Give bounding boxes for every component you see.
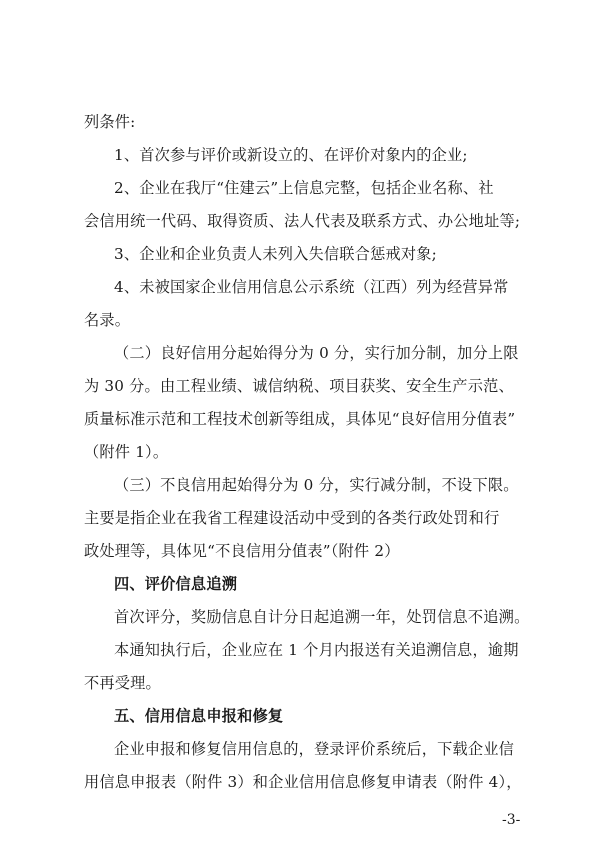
text-line: 质量标准示范和工程技术创新等组成，具体见“良好信用分值表” (84, 410, 516, 428)
text-line: 1、首次参与评价或新设立的、在评价对象内的企业; (114, 146, 468, 164)
text-line: 主要是指企业在我省工程建设活动中受到的各类行政处罚和行 (84, 509, 500, 527)
text-line: 不再受理。 (84, 674, 161, 692)
section-heading: 四、评价信息追溯 (114, 575, 238, 593)
text-line: （三）不良信用起始得分为 0 分，实行减分制，不设下限。 (114, 476, 519, 494)
text-line: 为 30 分。由工程业绩、诚信纳税、项目获奖、安全生产示范、 (84, 377, 514, 395)
text-line: 名录。 (84, 311, 131, 329)
text-line: 3、企业和企业负责人未列入失信联合惩戒对象; (114, 245, 437, 263)
text-line: 2、企业在我厅“住建云”上信息完整，包括企业名称、社 (114, 179, 494, 197)
text-line: （二）良好信用分起始得分为 0 分，实行加分制，加分上限 (114, 344, 519, 362)
text-line: 首次评分，奖励信息自计分日起追溯一年，处罚信息不追溯。 (114, 608, 530, 626)
page-number: -3- (502, 812, 521, 828)
section-heading: 五、信用信息申报和修复 (114, 707, 284, 725)
text-line: 列条件: (84, 113, 136, 131)
text-line: 4、未被国家企业信用信息公示系统（江西）列为经营异常 (114, 278, 509, 296)
text-line: 企业申报和修复信用信息的，登录评价系统后，下载企业信 (114, 740, 515, 758)
text-line: 政处理等，具体见“不良信用分值表”（附件 2） (84, 542, 400, 560)
text-line: （附件 1）。 (84, 443, 169, 461)
text-line: 本通知执行后，企业应在 1 个月内报送有关追溯信息，逾期 (114, 641, 519, 659)
text-line: 会信用统一代码、取得资质、法人代表及联系方式、办公地址等; (84, 212, 521, 230)
text-line: 用信息申报表（附件 3）和企业信用信息修复申请表（附件 4）， (84, 773, 522, 791)
